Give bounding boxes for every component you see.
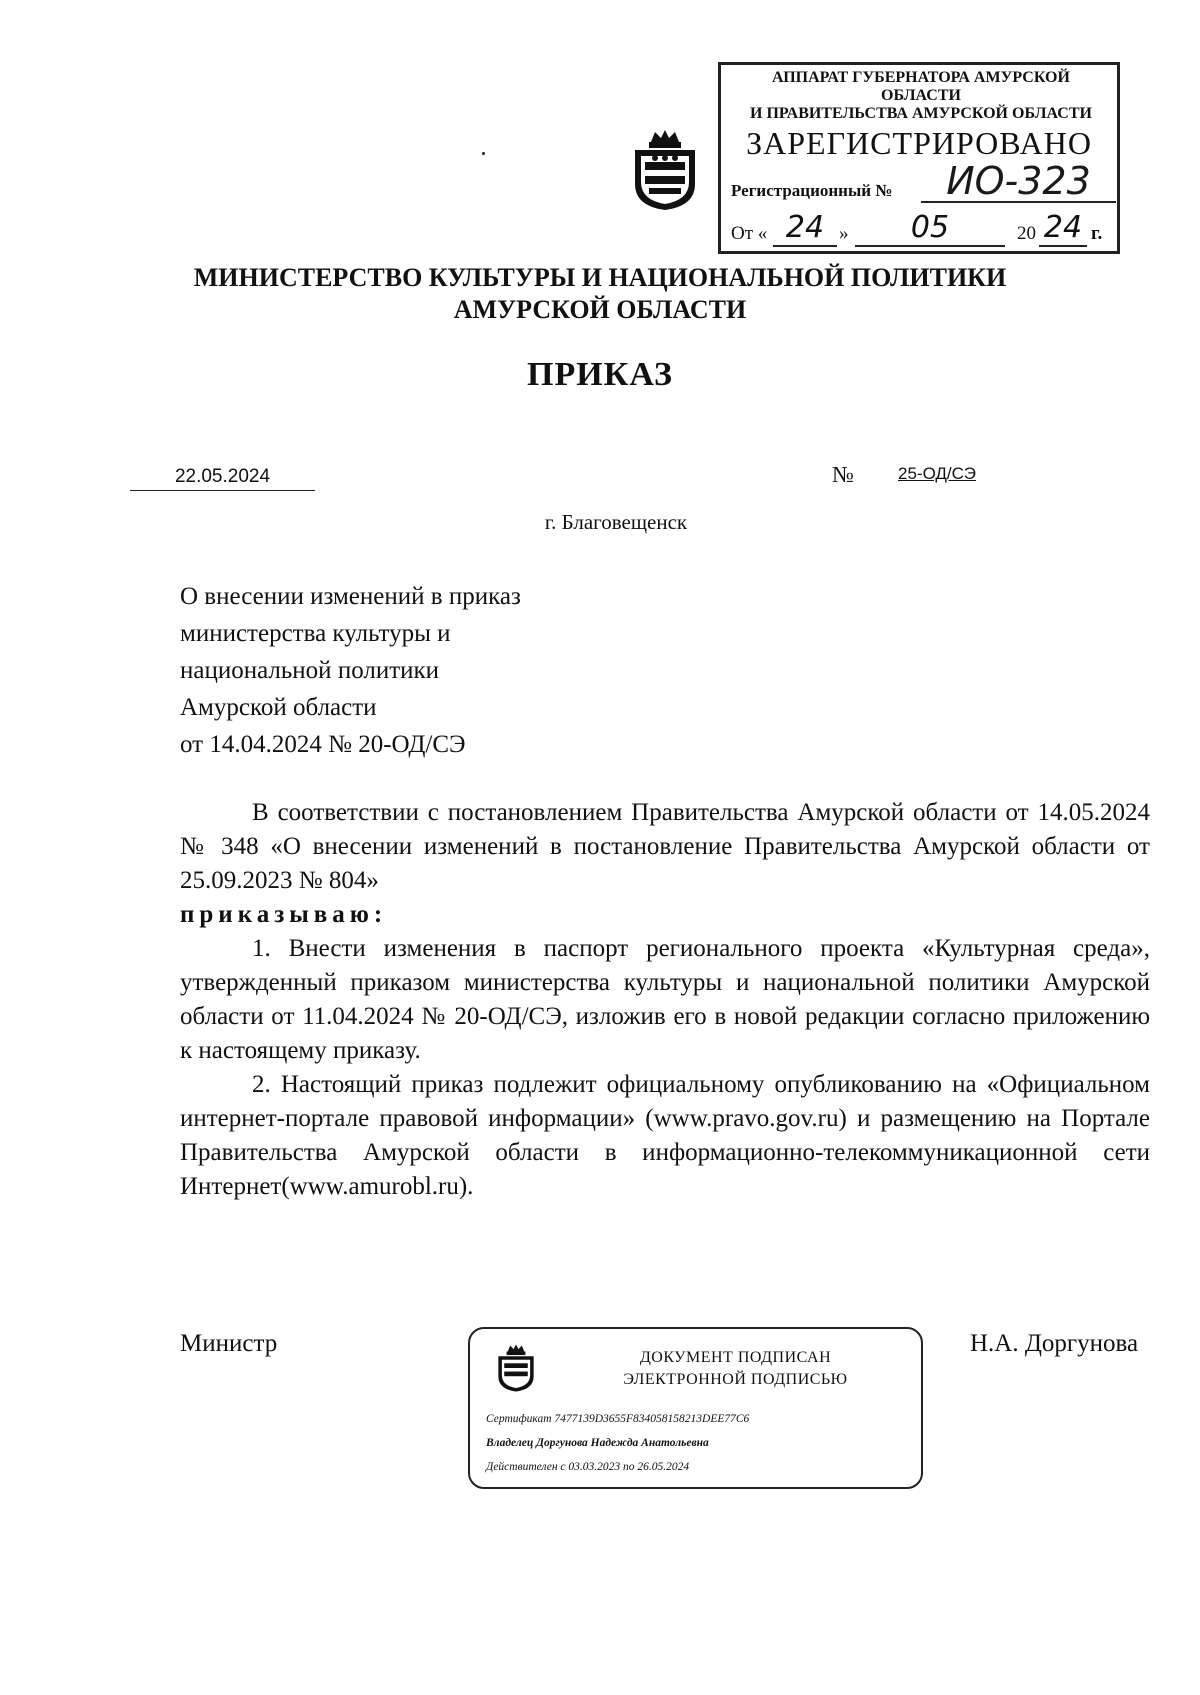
- registration-stamp: [718, 62, 1120, 254]
- esig-title: ДОКУМЕНТ ПОДПИСАН ЭЛЕКТРОННОЙ ПОДПИСЬЮ: [623, 1349, 848, 1388]
- order-item-1: 1. Внести изменения в паспорт регионального проекта «Культурная среда», утвержденный приказом министерства культуры и национальной политики Амурской области от 11.04.2024 № 20-ОД/СЭ, изложив его в новой редакции согласно приложению к настоящему приказу.: [180, 935, 1150, 1064]
- city: г. Благовещенск: [544, 510, 688, 534]
- stamp-date-quote: »: [839, 223, 849, 244]
- stamp-organization: АППАРАТ ГУБЕРНАТОРА АМУРСКОЙ ОБЛАСТИ И ПРАВИТЕЛЬСТВА АМУРСКОЙ ОБЛАСТИ: [750, 69, 1092, 122]
- document-title: ПРИКАЗ: [527, 356, 673, 393]
- stamp-date-suffix: г.: [1091, 223, 1103, 244]
- order-subject: О внесении изменений в приказ министерства культуры и национальной политики Амурской области от 14.04.2024 № 20-ОД/СЭ: [180, 583, 521, 758]
- decree-word: приказываю:: [180, 901, 388, 928]
- preamble: В соответствии с постановлением Правительства Амурской области от 14.05.2024 № 348 «О внесении изменений в постановление Правительства Амурской области от 25.09.2023 № 804»: [180, 799, 1150, 894]
- number-sign: №: [832, 462, 854, 487]
- electronic-signature-stamp: [468, 1327, 923, 1489]
- stamp-date-month: 05: [855, 211, 1005, 247]
- stamp-date-year-prefix: 20: [1017, 223, 1036, 244]
- coat-of-arms-emblem: [631, 128, 699, 212]
- stamp-status: ЗАРЕГИСТРИРОВАНО: [746, 125, 1092, 161]
- order-item-2: 2. Настоящий приказ подлежит официальному опубликованию на «Официальном интернет-портале правовой информации» (www.pravo.gov.ru) и размещению на Портале Правительства Амурской области в информационно-телекоммуникационной сети Интернет(www.amurobl.ru).: [180, 1071, 1150, 1200]
- order-number: 25-ОД/СЭ: [898, 464, 976, 483]
- stamp-number-label: Регистрационный №: [731, 181, 893, 200]
- ministry-name: МИНИСТЕРСТВО КУЛЬТУРЫ И НАЦИОНАЛЬНОЙ ПОЛИТИКИ АМУРСКОЙ ОБЛАСТИ: [193, 263, 1007, 324]
- esig-owner: Владелец Доргунова Надежда Анатольевна: [486, 1437, 709, 1449]
- stamp-emblem-icon: [496, 1343, 536, 1393]
- stamp-date-year-suffix: 24: [1039, 211, 1087, 247]
- order-date: 22.05.2024: [130, 466, 315, 491]
- order-body: [180, 796, 1150, 1204]
- esig-certificate: Сертификат 7477139D3655F834058158213DEE77C6: [486, 1413, 750, 1425]
- speck: [482, 152, 485, 155]
- stamp-number-value: ИО-323: [921, 161, 1116, 203]
- stamp-date-prefix: От «: [731, 223, 768, 244]
- esig-validity: Действителен с 03.03.2023 по 26.05.2024: [486, 1461, 690, 1473]
- stamp-date-row: [731, 211, 1111, 251]
- stamp-date-day: 24: [773, 211, 837, 247]
- signer-position: Министр: [180, 1330, 278, 1357]
- signer-name: Н.А. Доргунова: [970, 1330, 1139, 1357]
